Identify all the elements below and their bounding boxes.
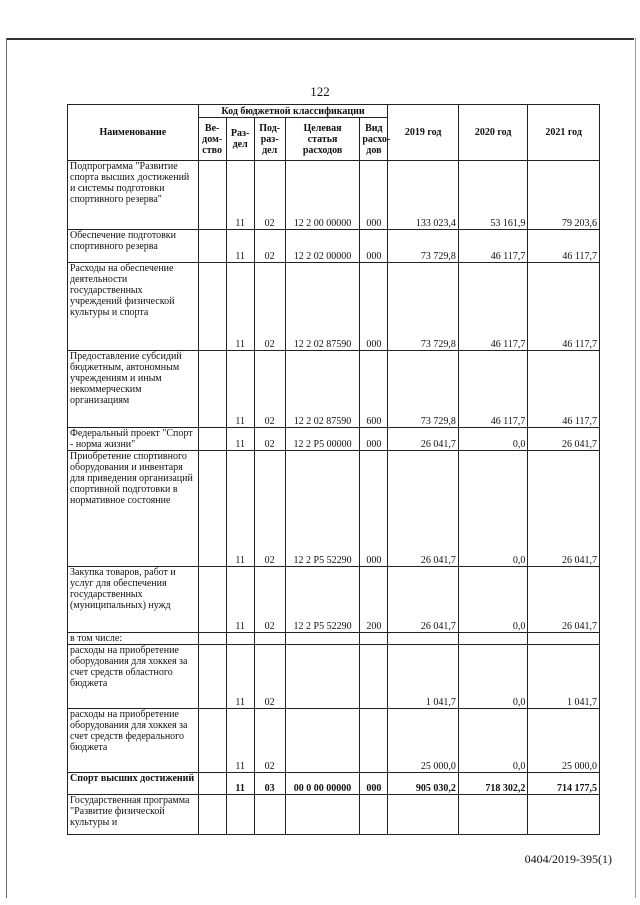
row-2021 [528,633,600,645]
row-name: расходы на приобретение оборудования для хоккея за счет средств федерального бюджета [68,709,199,773]
row-2020: 0,0 [458,709,527,773]
row-2021: 714 177,5 [528,773,600,795]
row-vedomstvo [198,230,226,263]
header-2020: 2020 год [458,105,527,161]
header-budget-code: Код бюджетной классификации [198,105,388,118]
row-expense-type [360,795,388,835]
row-razdel: 11 [226,351,254,428]
table-row [68,351,600,428]
row-razdel: 11 [226,230,254,263]
row-target-article: 12 2 02 87590 [285,351,360,428]
row-expense-type: 000 [360,263,388,351]
row-target-article [285,795,360,835]
row-razdel: 11 [226,263,254,351]
row-razdel: 11 [226,773,254,795]
table-row [68,451,600,567]
row-name: расходы на приобретение оборудования для хоккея за счет средств областного бюджета [68,645,199,709]
row-target-article: 12 2 02 87590 [285,263,360,351]
row-razdel: 11 [226,709,254,773]
row-podrazdel: 02 [254,645,285,709]
header-target-article: Целевая статья расходов [285,118,360,161]
row-2019: 26 041,7 [388,451,459,567]
row-vedomstvo [198,161,226,230]
row-2021: 46 117,7 [528,230,600,263]
row-2020: 46 117,7 [458,351,527,428]
row-expense-type: 000 [360,428,388,451]
row-razdel [226,633,254,645]
row-podrazdel: 02 [254,451,285,567]
row-podrazdel: 02 [254,428,285,451]
document-code: 0404/2019-395(1) [524,852,612,866]
row-target-article: 12 2 P5 52290 [285,451,360,567]
row-2019: 25 000,0 [388,709,459,773]
table-row [68,567,600,633]
row-name: Подпрограмма "Развитие спорта высших достижений и системы подготовки спортивного резерва" [68,161,199,230]
row-name: Приобретение спортивного оборудования и инвентаря для приведения организаций спортивной подготовки в нормативное состояние [68,451,199,567]
row-vedomstvo [198,451,226,567]
row-vedomstvo [198,709,226,773]
row-2020: 0,0 [458,567,527,633]
row-podrazdel: 02 [254,567,285,633]
row-name: Расходы на обеспечение деятельности государственных учреждений физической культуры и спорта [68,263,199,351]
row-2020: 53 161,9 [458,161,527,230]
row-2020 [458,795,527,835]
header-podrazdel: Под-раз-дел [254,118,285,161]
row-2019 [388,795,459,835]
row-2021: 79 203,6 [528,161,600,230]
row-target-article: 12 2 00 00000 [285,161,360,230]
row-target-article: 00 0 00 00000 [285,773,360,795]
row-2019: 1 041,7 [388,645,459,709]
row-vedomstvo [198,645,226,709]
row-razdel [226,795,254,835]
header-name: Наименование [68,105,199,161]
row-expense-type [360,633,388,645]
header-2021: 2021 год [528,105,600,161]
row-2019: 73 729,8 [388,230,459,263]
right-border [635,38,636,898]
row-2019: 26 041,7 [388,567,459,633]
row-name: Государственная программа "Развитие физической культуры и [68,795,199,835]
row-2021: 25 000,0 [528,709,600,773]
header-expense-type: Вид расхо-дов [360,118,388,161]
row-podrazdel: 02 [254,709,285,773]
row-expense-type: 000 [360,773,388,795]
table-row [68,633,600,645]
row-vedomstvo [198,263,226,351]
row-target-article: 12 2 P5 52290 [285,567,360,633]
row-expense-type [360,645,388,709]
row-target-article: 12 2 02 00000 [285,230,360,263]
row-razdel: 11 [226,567,254,633]
row-expense-type [360,709,388,773]
row-podrazdel [254,795,285,835]
row-2021: 46 117,7 [528,351,600,428]
row-2019: 26 041,7 [388,428,459,451]
row-expense-type: 000 [360,161,388,230]
table-row [68,263,600,351]
row-2021 [528,795,600,835]
row-vedomstvo [198,633,226,645]
table-row [68,645,600,709]
row-razdel: 11 [226,451,254,567]
row-2019: 905 030,2 [388,773,459,795]
row-podrazdel: 02 [254,161,285,230]
row-2019: 73 729,8 [388,263,459,351]
row-target-article [285,645,360,709]
row-2021: 26 041,7 [528,428,600,451]
row-name: Закупка товаров, работ и услуг для обеспечения государственных (муниципальных) нужд [68,567,199,633]
row-podrazdel: 03 [254,773,285,795]
row-2020 [458,633,527,645]
row-2020: 0,0 [458,428,527,451]
row-vedomstvo [198,351,226,428]
row-razdel: 11 [226,161,254,230]
row-expense-type: 200 [360,567,388,633]
row-podrazdel [254,633,285,645]
row-2020: 0,0 [458,451,527,567]
row-2020: 46 117,7 [458,263,527,351]
left-border [6,38,7,898]
header-2019: 2019 год [388,105,459,161]
row-2019 [388,633,459,645]
row-expense-type: 000 [360,451,388,567]
budget-table [67,104,600,835]
table-row [68,795,600,835]
table-row [68,161,600,230]
row-2021: 46 117,7 [528,263,600,351]
row-2021: 26 041,7 [528,451,600,567]
row-podrazdel: 02 [254,263,285,351]
table-row [68,428,600,451]
row-name: в том числе: [68,633,199,645]
row-2020: 46 117,7 [458,230,527,263]
row-target-article: 12 2 P5 00000 [285,428,360,451]
table-body [68,161,600,835]
header-razdel: Раз-дел [226,118,254,161]
page-number: 122 [310,84,330,99]
row-2021: 26 041,7 [528,567,600,633]
row-vedomstvo [198,773,226,795]
row-expense-type: 600 [360,351,388,428]
table-row [68,230,600,263]
row-podrazdel: 02 [254,351,285,428]
row-target-article [285,633,360,645]
row-name: Предоставление субсидий бюджетным, автономным учреждениям и иным некоммерческим организациям [68,351,199,428]
row-razdel: 11 [226,645,254,709]
row-razdel: 11 [226,428,254,451]
table-row [68,773,600,795]
table-row [68,709,600,773]
row-2020: 0,0 [458,645,527,709]
row-vedomstvo [198,428,226,451]
row-2020: 718 302,2 [458,773,527,795]
row-vedomstvo [198,567,226,633]
row-expense-type: 000 [360,230,388,263]
row-name: Федеральный проект "Спорт - норма жизни" [68,428,199,451]
row-name: Спорт высших достижений [68,773,199,795]
header-vedomstvo: Ве-дом-ство [198,118,226,161]
row-vedomstvo [198,795,226,835]
row-podrazdel: 02 [254,230,285,263]
row-2021: 1 041,7 [528,645,600,709]
row-2019: 73 729,8 [388,351,459,428]
top-border [6,38,634,40]
row-name: Обеспечение подготовки спортивного резерва [68,230,199,263]
row-2019: 133 023,4 [388,161,459,230]
row-target-article [285,709,360,773]
